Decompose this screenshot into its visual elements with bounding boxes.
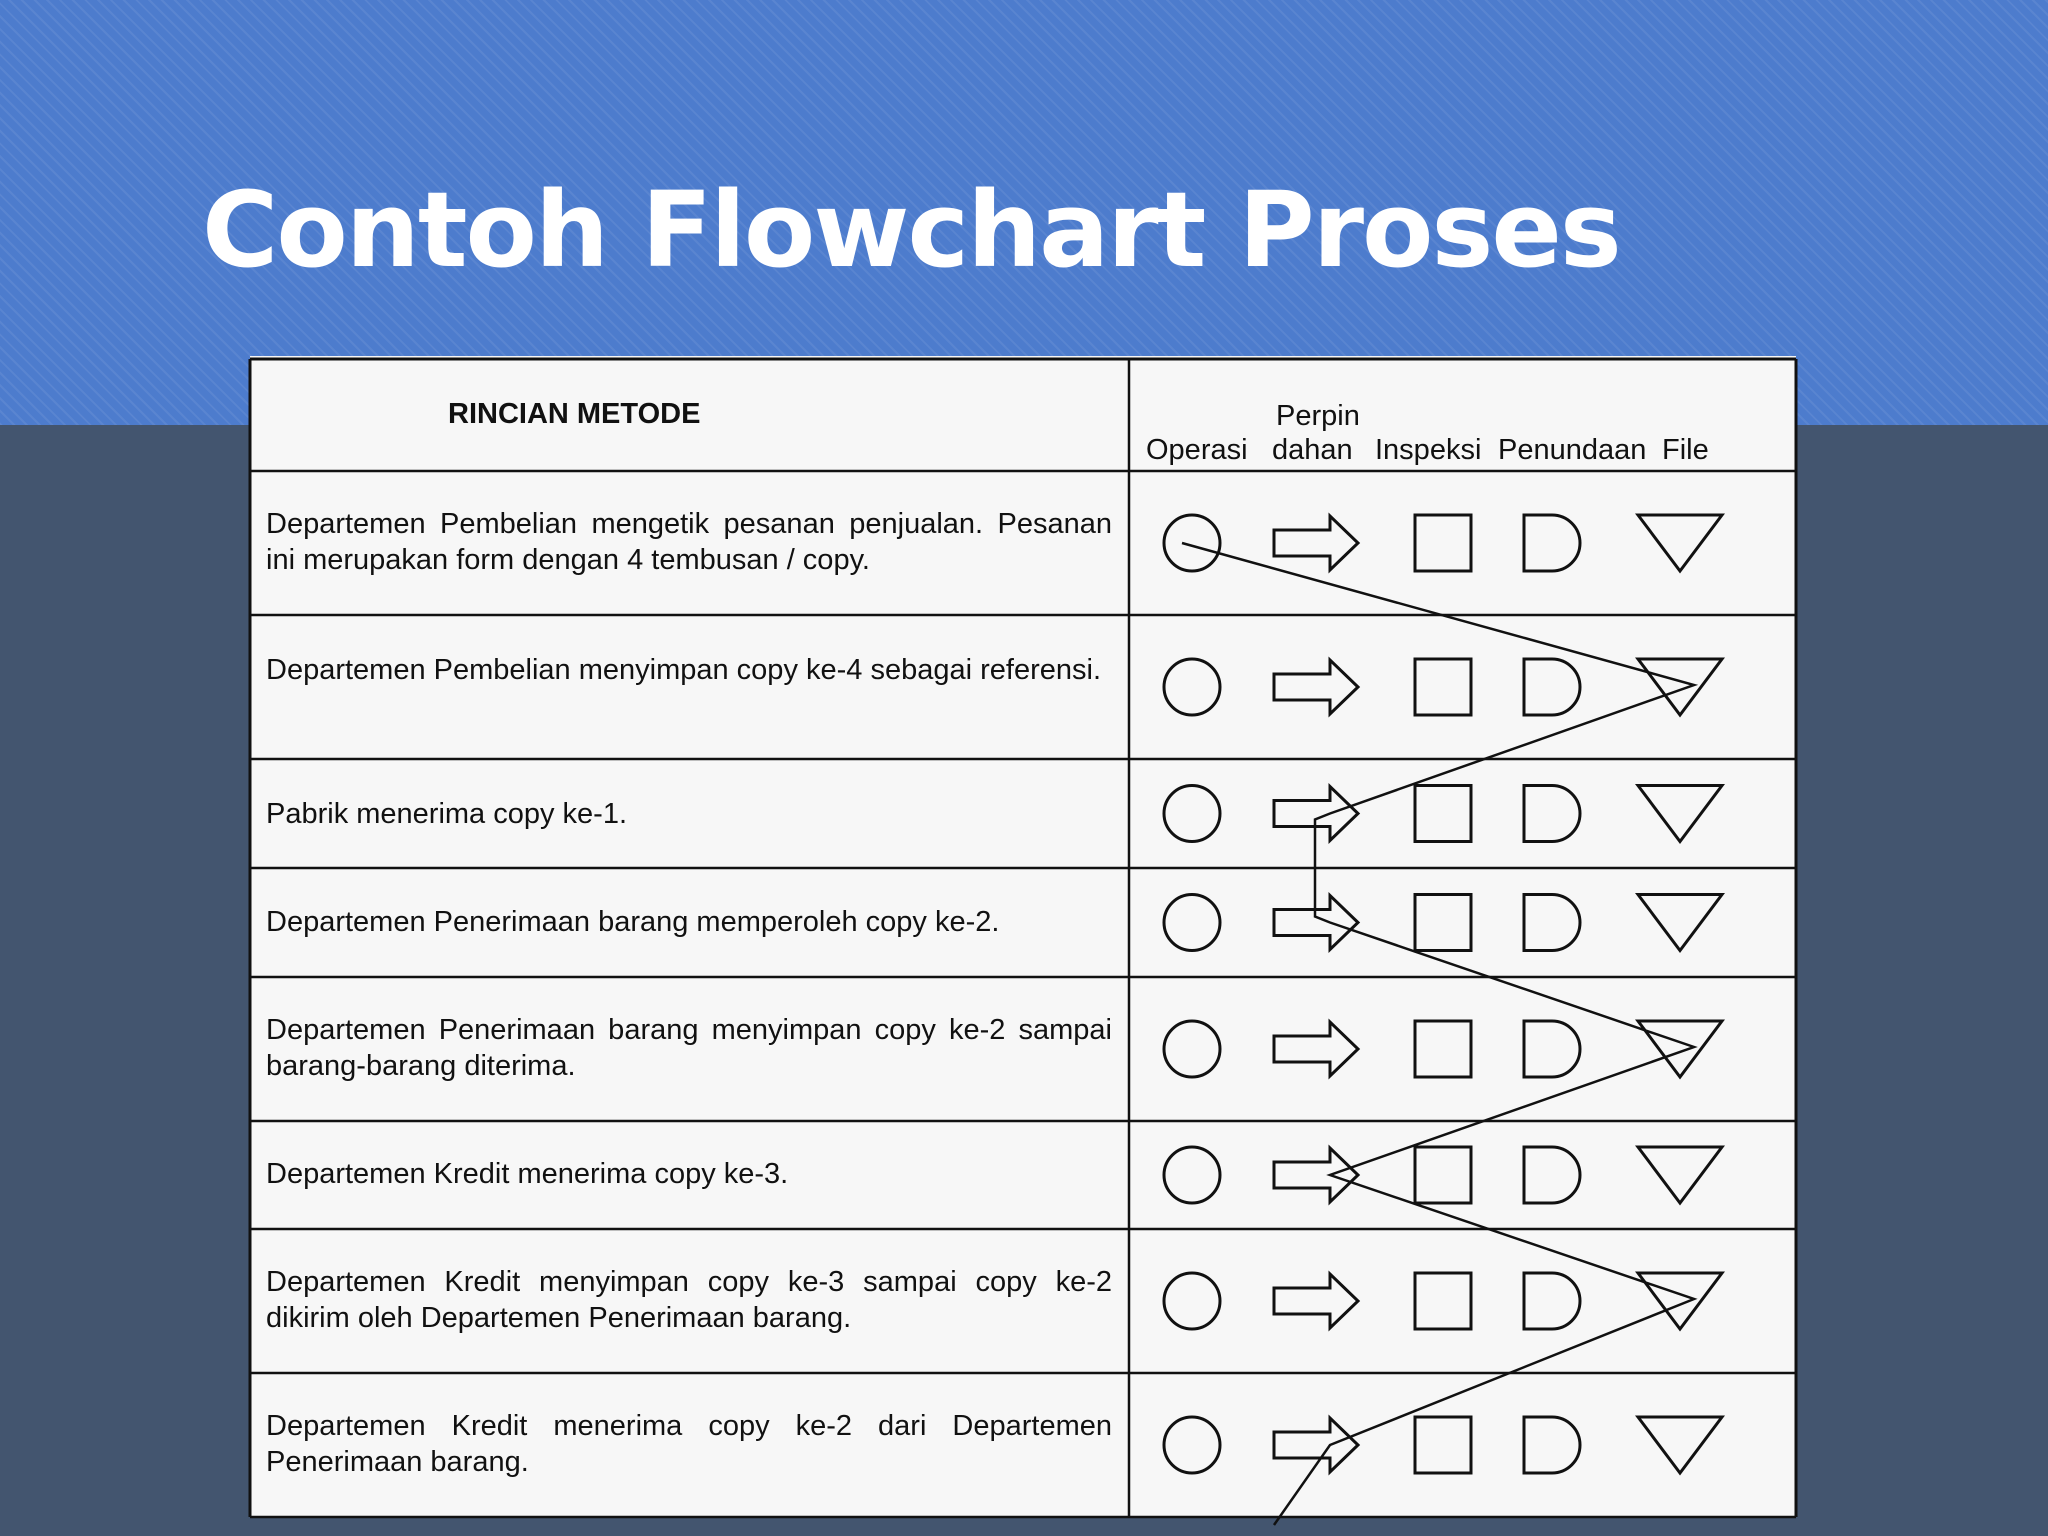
inspeksi-square-icon xyxy=(1415,1273,1471,1329)
inspeksi-square-icon xyxy=(1415,1147,1471,1203)
header-file: File xyxy=(1662,434,1709,466)
row-description: Departemen Penerimaan barang menyimpan copy ke-2 sampai barang-barang diterima. xyxy=(266,1014,1112,1082)
file-triangle-icon xyxy=(1638,1273,1722,1329)
row-description: Departemen Pembelian mengetik pesanan penjualan. Pesanan ini merupakan form dengan 4 tembusan / copy. xyxy=(266,508,1112,576)
file-triangle-icon xyxy=(1638,1147,1722,1203)
penundaan-d-icon xyxy=(1524,1417,1580,1473)
operasi-circle-icon xyxy=(1164,515,1220,571)
file-triangle-icon xyxy=(1638,786,1722,842)
row-description: Departemen Kredit menerima copy ke-3. xyxy=(266,1158,789,1190)
inspeksi-square-icon xyxy=(1415,515,1471,571)
inspeksi-square-icon xyxy=(1415,1417,1471,1473)
header-penundaan: Penundaan xyxy=(1498,434,1647,466)
flow-connector-line xyxy=(1182,543,1694,1525)
row-description: Departemen Kredit menerima copy ke-2 dari Departemen Penerimaan barang. xyxy=(266,1410,1112,1478)
inspeksi-square-icon xyxy=(1415,1021,1471,1077)
perpindahan-arrow-icon xyxy=(1274,660,1358,714)
header-perpindahan-line1: Perpin xyxy=(1276,400,1360,432)
header-rincian-metode: RINCIAN METODE xyxy=(448,398,701,430)
penundaan-d-icon xyxy=(1524,1147,1580,1203)
row-description: Departemen Kredit menyimpan copy ke-3 sampai copy ke-2 dikirim oleh Departemen Penerimaan barang. xyxy=(266,1266,1112,1334)
perpindahan-arrow-icon xyxy=(1274,1022,1358,1076)
penundaan-d-icon xyxy=(1524,659,1580,715)
operasi-circle-icon xyxy=(1164,659,1220,715)
perpindahan-arrow-icon xyxy=(1274,1274,1358,1328)
operasi-circle-icon xyxy=(1164,786,1220,842)
header-perpindahan-line2: dahan xyxy=(1272,434,1353,466)
penundaan-d-icon xyxy=(1524,895,1580,951)
file-triangle-icon xyxy=(1638,895,1722,951)
header-inspeksi: Inspeksi xyxy=(1375,434,1482,466)
inspeksi-square-icon xyxy=(1415,895,1471,951)
penundaan-d-icon xyxy=(1524,786,1580,842)
perpindahan-arrow-icon xyxy=(1274,516,1358,570)
perpindahan-arrow-icon xyxy=(1274,1148,1358,1202)
file-triangle-icon xyxy=(1638,1417,1722,1473)
operasi-circle-icon xyxy=(1164,1417,1220,1473)
operasi-circle-icon xyxy=(1164,1147,1220,1203)
row-description: Departemen Pembelian menyimpan copy ke-4 sebagai referensi. xyxy=(266,654,1101,686)
row-description: Pabrik menerima copy ke-1. xyxy=(266,798,628,830)
file-triangle-icon xyxy=(1638,659,1722,715)
penundaan-d-icon xyxy=(1524,1273,1580,1329)
slide-title: Contoh Flowchart Proses xyxy=(202,169,1620,291)
file-triangle-icon xyxy=(1638,515,1722,571)
inspeksi-square-icon xyxy=(1415,786,1471,842)
file-triangle-icon xyxy=(1638,1021,1722,1077)
penundaan-d-icon xyxy=(1524,515,1580,571)
row-description: Departemen Penerimaan barang memperoleh copy ke-2. xyxy=(266,906,1000,938)
operasi-circle-icon xyxy=(1164,895,1220,951)
penundaan-d-icon xyxy=(1524,1021,1580,1077)
operasi-circle-icon xyxy=(1164,1021,1220,1077)
inspeksi-square-icon xyxy=(1415,659,1471,715)
operasi-circle-icon xyxy=(1164,1273,1220,1329)
header-operasi: Operasi xyxy=(1146,434,1248,466)
